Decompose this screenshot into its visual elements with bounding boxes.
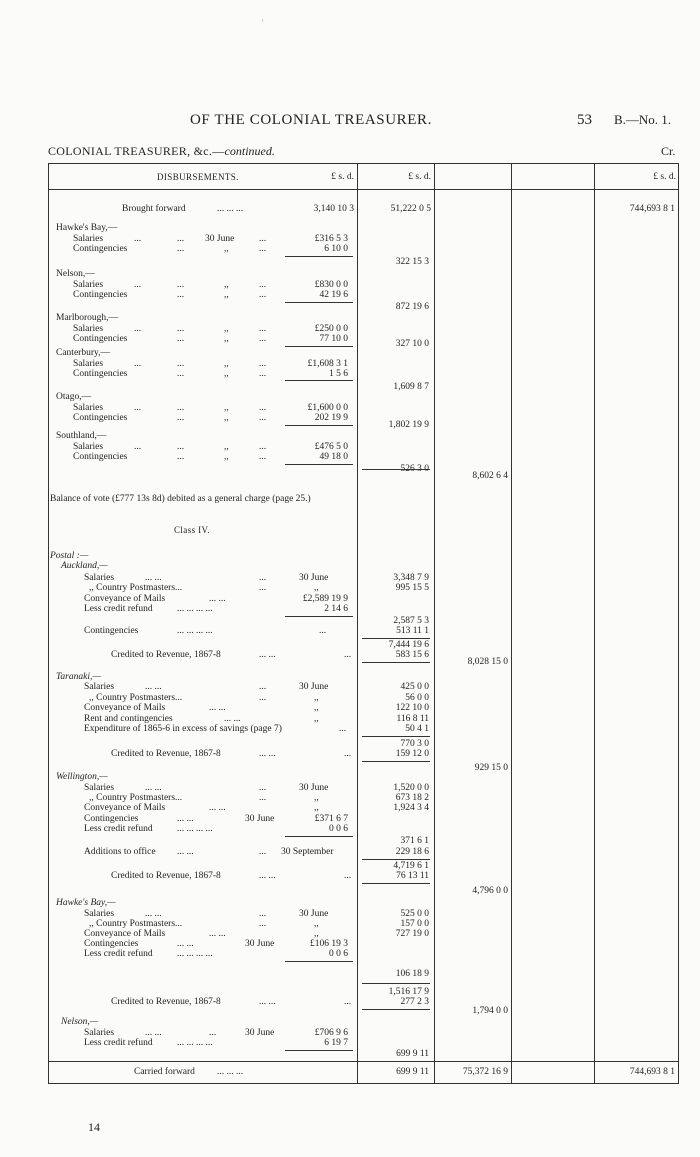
region-total: 4,796 0 0: [472, 886, 508, 896]
contingencies-label: Contingencies: [84, 814, 139, 824]
ditto-mark: ,,: [224, 324, 229, 334]
leader-dots: ...: [177, 290, 185, 300]
leader-dots: ...: [134, 234, 142, 244]
sum-rule: [285, 1050, 353, 1051]
salaries-label: Salaries: [84, 909, 115, 919]
salaries-label: Salaries: [84, 573, 115, 583]
leader-dots: ...: [259, 234, 267, 244]
subtotal-amount: 1,516 17 9: [388, 987, 429, 997]
ditto-mark: ,,: [314, 703, 319, 713]
leader-dots: ...: [344, 997, 352, 1007]
date-label: 30 June: [245, 814, 275, 824]
carried-forward-col3: 744,693 8 1: [629, 1067, 675, 1077]
country-postmasters-amount: 673 18 2: [395, 793, 429, 803]
salaries-label: Salaries: [73, 359, 104, 369]
sum-rule: [362, 662, 430, 663]
date-label: 30 June: [299, 909, 329, 919]
net-amount: 699 9 11: [396, 1049, 429, 1059]
brought-forward-col2: 51,222 0 5: [390, 204, 431, 214]
region-total: 322 15 3: [395, 257, 429, 267]
sum-rule: [285, 346, 353, 347]
subtotal-amount: 4,719 6 1: [393, 861, 429, 871]
region-total: 872 19 6: [395, 302, 429, 312]
leader-dots: ... ... ...: [217, 1067, 244, 1077]
region-total: 8,028 15 0: [467, 657, 508, 667]
sum-rule: [285, 464, 353, 465]
ditto-mark: ,,: [224, 359, 229, 369]
date-label: 30 June: [245, 1028, 275, 1038]
salaries-label: Salaries: [73, 234, 104, 244]
ditto-mark: ,,: [224, 442, 229, 452]
leader-dots: ...: [344, 871, 352, 881]
contingencies-label: Contingencies: [84, 939, 139, 949]
contingencies-label: Contingencies: [73, 452, 128, 462]
rent-amount: 116 8 11: [396, 714, 429, 724]
leader-dots: ... ...: [145, 783, 162, 793]
leader-dots: ... ... ... ...: [177, 949, 213, 959]
contingencies-label: Contingencies: [73, 244, 128, 254]
salaries-amount: 3,348 7 9: [393, 573, 429, 583]
leader-dots: ...: [177, 413, 185, 423]
country-postmasters-amount: 995 15 5: [395, 583, 429, 593]
less-credit-label: Less credit refund: [84, 1038, 153, 1048]
salaries-label: Salaries: [73, 324, 104, 334]
region-total: 327 10 0: [395, 339, 429, 349]
country-postmasters-label: ,, Country Postmasters...: [89, 793, 183, 803]
ditto-mark: ,,: [314, 803, 319, 813]
salaries-amount: £250 0 0: [314, 324, 348, 334]
sum-rule: [362, 1009, 430, 1010]
salaries-label: Salaries: [73, 442, 104, 452]
sum-rule: [285, 961, 353, 962]
ditto-mark: ,,: [224, 413, 229, 423]
leader-dots: ... ...: [177, 939, 194, 949]
sum-rule: [285, 616, 353, 617]
contingencies-amount: £371 6 7: [314, 814, 348, 824]
less-credit-label: Less credit refund: [84, 824, 153, 834]
salaries-amount: £316 5 3: [314, 234, 348, 244]
contingencies-amount: 202 19 9: [314, 413, 348, 423]
leader-dots: ...: [259, 573, 267, 583]
leader-dots: ... ...: [209, 803, 226, 813]
contingencies-amount: 77 10 0: [319, 334, 348, 344]
ditto-mark: ,,: [224, 334, 229, 344]
leader-dots: ... ...: [209, 703, 226, 713]
section-heading-cont: continued.: [224, 144, 275, 158]
leader-dots: ...: [259, 919, 267, 929]
leader-dots: ...: [259, 847, 267, 857]
leader-dots: ...: [344, 650, 352, 660]
credited-label: Credited to Revenue, 1867-8: [111, 749, 221, 759]
leader-dots: ... ... ... ...: [177, 824, 213, 834]
leader-dots: ...: [177, 452, 185, 462]
leader-dots: ...: [259, 452, 267, 462]
leader-dots: ...: [177, 324, 185, 334]
contingencies-amount: 6 10 0: [324, 244, 348, 254]
date-label: 30 June: [245, 939, 275, 949]
carried-forward-col2: 75,372 16 9: [462, 1067, 508, 1077]
region-total: 929 15 0: [474, 763, 508, 773]
sum-rule: [285, 380, 353, 381]
column-rule: [594, 164, 595, 1083]
salaries-amount: £1,608 3 1: [307, 359, 348, 369]
date-label: 30 June: [299, 573, 329, 583]
sum-rule: [362, 761, 430, 762]
column-rule: [511, 164, 512, 1083]
leader-dots: ... ...: [259, 997, 276, 1007]
brought-forward-col3: 744,693 8 1: [629, 204, 675, 214]
conveyance-label: Conveyance of Mails: [84, 703, 166, 713]
conveyance-amount: 1,924 3 4: [393, 803, 429, 813]
class-heading: Class IV.: [174, 525, 210, 535]
credited-amount: 76 13 11: [396, 871, 429, 881]
region-label: Nelson,—: [61, 1017, 99, 1027]
conveyance-amount: 727 19 0: [395, 929, 429, 939]
column-header-2: £ s. d.: [408, 172, 431, 182]
ditto-mark: ,,: [224, 244, 229, 254]
region-total: 1,802 19 9: [388, 420, 429, 430]
leader-dots: ...: [134, 359, 142, 369]
ditto-mark: ,,: [224, 290, 229, 300]
leader-dots: ...: [259, 783, 267, 793]
leader-dots: ...: [134, 403, 142, 413]
leader-dots: ...: [134, 280, 142, 290]
stray-mark: ': [262, 18, 264, 27]
sum-rule: [285, 302, 353, 303]
ditto-mark: ,,: [314, 714, 319, 724]
subtotal-amount: 7,444 19 6: [388, 640, 429, 650]
leader-dots: ... ...: [145, 682, 162, 692]
header-rule: [49, 189, 678, 190]
rent-label: Rent and contingencies: [84, 714, 173, 724]
section-heading-main: COLONIAL TREASURER, &c.—: [48, 144, 225, 158]
salaries-amount: £706 9 6: [314, 1028, 348, 1038]
leader-dots: ...: [177, 359, 185, 369]
leader-dots: ...: [259, 324, 267, 334]
country-postmasters-amount: 56 0 0: [405, 693, 429, 703]
leader-dots: ...: [259, 280, 267, 290]
region-label: Taranaki,—: [56, 672, 101, 682]
ditto-mark: ,,: [224, 452, 229, 462]
sum-rule: [362, 736, 430, 737]
salaries-label: Salaries: [84, 682, 115, 692]
leader-dots: ...: [259, 413, 267, 423]
leader-dots: ...: [259, 909, 267, 919]
leader-dots: ...: [177, 369, 185, 379]
contingencies-amount: 49 18 0: [319, 452, 348, 462]
sum-rule: [285, 256, 353, 257]
leader-dots: ... ...: [209, 594, 226, 604]
sum-rule: [362, 983, 430, 984]
region-label: Canterbury,—: [56, 348, 110, 358]
salaries-amount: 425 0 0: [400, 682, 429, 692]
leader-dots: ...: [259, 793, 267, 803]
country-postmasters-label: ,, Country Postmasters...: [89, 693, 183, 703]
ditto-mark: ,,: [224, 403, 229, 413]
region-total: 526 3 0: [400, 464, 429, 474]
date-label: 30 September: [281, 847, 334, 857]
postal-heading: Postal :—: [50, 551, 89, 561]
balance-note: Balance of vote (£777 13s 8d) debited as a general charge (page 25.): [50, 494, 311, 504]
leader-dots: ...: [259, 359, 267, 369]
leader-dots: ...: [134, 324, 142, 334]
sum-rule: [285, 425, 353, 426]
salaries-amount: 1,520 0 0: [393, 783, 429, 793]
leader-dots: ...: [259, 403, 267, 413]
credited-amount: 583 15 6: [395, 650, 429, 660]
credited-label: Credited to Revenue, 1867-8: [111, 871, 221, 881]
additions-amount: 229 18 6: [395, 847, 429, 857]
ditto-mark: ,,: [314, 693, 319, 703]
region-label: Hawke's Bay,—: [56, 223, 118, 233]
leader-dots: ... ...: [224, 714, 241, 724]
leader-dots: ...: [259, 583, 267, 593]
additions-label: Additions to office: [84, 847, 156, 857]
date-label: 30 June: [205, 234, 235, 244]
less-credit-label: Less credit refund: [84, 604, 153, 614]
net-amount: 2,587 5 3: [393, 616, 429, 626]
region-label: Marlborough,—: [56, 313, 119, 323]
date-label: 30 June: [299, 682, 329, 692]
leader-dots: ... ...: [259, 650, 276, 660]
expenditure-label: Expenditure of 1865-6 in excess of savings (page 7): [84, 724, 282, 734]
region-label: Wellington,—: [56, 772, 108, 782]
salaries-amount: £830 0 0: [314, 280, 348, 290]
column-header-3: £ s. d.: [653, 172, 676, 182]
contingencies-label: Contingencies: [84, 626, 139, 636]
ditto-mark: ,,: [314, 793, 319, 803]
carried-forward-label: Carried forward: [134, 1067, 195, 1077]
conveyance-amount: 122 10 0: [395, 703, 429, 713]
column-rule: [434, 164, 435, 1083]
salaries-amount: £1,600 0 0: [307, 403, 348, 413]
leader-dots: ...: [177, 403, 185, 413]
conveyance-label: Conveyance of Mails: [84, 803, 166, 813]
net-amount: 106 18 9: [395, 969, 429, 979]
leader-dots: ... ... ...: [217, 204, 244, 214]
leader-dots: ...: [339, 724, 347, 734]
leader-dots: ... ...: [177, 814, 194, 824]
salaries-amount: £476 5 0: [314, 442, 348, 452]
leader-dots: ...: [177, 244, 185, 254]
contingencies-label: Contingencies: [73, 290, 128, 300]
salaries-label: Salaries: [84, 1028, 115, 1038]
credited-amount: 277 2 3: [400, 997, 429, 1007]
page-title: OF THE COLONIAL TREASURER.: [190, 112, 432, 128]
document-reference: B.—No. 1.: [614, 112, 672, 127]
leader-dots: ... ...: [145, 1028, 162, 1038]
credited-label: Credited to Revenue, 1867-8: [111, 650, 221, 660]
less-credit-amount: 2 14 6: [324, 604, 348, 614]
ditto-mark: ,,: [224, 369, 229, 379]
country-postmasters-label: ,, Country Postmasters...: [89, 919, 183, 929]
contingencies-label: Contingencies: [73, 413, 128, 423]
contingencies-amount: £106 19 3: [310, 939, 348, 949]
contingencies-amount: 513 11 1: [396, 626, 429, 636]
subtotal-amount: 770 3 0: [400, 739, 429, 749]
contingencies-label: Contingencies: [73, 369, 128, 379]
salaries-label: Salaries: [73, 280, 104, 290]
leader-dots: ...: [259, 369, 267, 379]
sum-rule: [362, 883, 430, 884]
page-number: 53: [577, 112, 592, 128]
salaries-label: Salaries: [73, 403, 104, 413]
expenditure-amount: 50 4 1: [405, 724, 429, 734]
credit-side-label: Cr.: [661, 144, 676, 158]
less-credit-amount: 6 19 7: [324, 1038, 348, 1048]
footer-page-number: 14: [88, 1120, 100, 1134]
salaries-label: Salaries: [84, 783, 115, 793]
leader-dots: ...: [177, 334, 185, 344]
leader-dots: ... ...: [145, 573, 162, 583]
region-total: 1,609 8 7: [393, 382, 429, 392]
leader-dots: ... ...: [145, 909, 162, 919]
less-credit-label: Less credit refund: [84, 949, 153, 959]
region-label: Southland,—: [56, 431, 107, 441]
section-heading: [48, 144, 275, 159]
ditto-mark: ,,: [314, 583, 319, 593]
leader-dots: ...: [259, 334, 267, 344]
leader-dots: ...: [259, 290, 267, 300]
contingencies-amount: 1 5 6: [329, 369, 348, 379]
leader-dots: ...: [259, 682, 267, 692]
brought-forward-label: Brought forward: [122, 204, 186, 214]
carried-forward-col1: 699 9 11: [396, 1067, 429, 1077]
leader-dots: ...: [177, 234, 185, 244]
conveyance-label: Conveyance of Mails: [84, 594, 166, 604]
column-header-1: £ s. d.: [331, 172, 354, 182]
region-label: Auckland,—: [61, 561, 108, 571]
leader-dots: ...: [177, 442, 185, 452]
ditto-mark: ,,: [224, 280, 229, 290]
leader-dots: ...: [319, 626, 327, 636]
region-label: Nelson,—: [56, 269, 95, 279]
leader-dots: ...: [259, 442, 267, 452]
ditto-mark: ,,: [314, 919, 319, 929]
contingencies-amount: 42 19 6: [319, 290, 348, 300]
leader-dots: ... ... ... ...: [177, 626, 213, 636]
leader-dots: ...: [177, 280, 185, 290]
leader-dots: ...: [209, 1028, 217, 1038]
leader-dots: ... ...: [259, 871, 276, 881]
disbursements-column-header: DISBURSEMENTS.: [157, 172, 239, 182]
column-rule: [357, 164, 358, 1083]
sum-rule: [285, 836, 353, 837]
sum-rule: [362, 469, 430, 470]
leader-dots: ... ...: [209, 929, 226, 939]
region-total: 1,794 0 0: [472, 1006, 508, 1016]
leader-dots: ...: [259, 693, 267, 703]
disbursements-table: [48, 163, 679, 1084]
leader-dots: ... ...: [177, 847, 194, 857]
region-label: Otago,—: [56, 392, 92, 402]
footer-rule: [49, 1061, 678, 1062]
country-postmasters-amount: 157 0 0: [400, 919, 429, 929]
leader-dots: ... ...: [259, 749, 276, 759]
region-label: Hawke's Bay,—: [56, 898, 116, 908]
conveyance-label: Conveyance of Mails: [84, 929, 166, 939]
brought-forward-col1: 3,140 10 3: [313, 204, 354, 214]
country-postmasters-label: ,, Country Postmasters...: [89, 583, 183, 593]
leader-dots: ...: [134, 442, 142, 452]
less-credit-amount: 0 0 6: [329, 824, 348, 834]
leader-dots: ...: [259, 244, 267, 254]
credited-amount: 159 12 0: [395, 749, 429, 759]
date-label: 30 June: [299, 783, 329, 793]
sum-rule: [362, 638, 430, 639]
sum-rule: [362, 859, 430, 860]
salaries-amount: 525 0 0: [400, 909, 429, 919]
leader-dots: ...: [344, 749, 352, 759]
leader-dots: ... ... ... ...: [177, 604, 213, 614]
net-amount: 371 6 1: [400, 836, 429, 846]
class-total: 8,602 6 4: [472, 471, 508, 481]
less-credit-amount: 0 0 6: [329, 949, 348, 959]
ditto-mark: ,,: [314, 929, 319, 939]
leader-dots: ... ... ... ...: [177, 1038, 213, 1048]
contingencies-label: Contingencies: [73, 334, 128, 344]
credited-label: Credited to Revenue, 1867-8: [111, 997, 221, 1007]
conveyance-amount: £2,589 19 9: [302, 594, 348, 604]
